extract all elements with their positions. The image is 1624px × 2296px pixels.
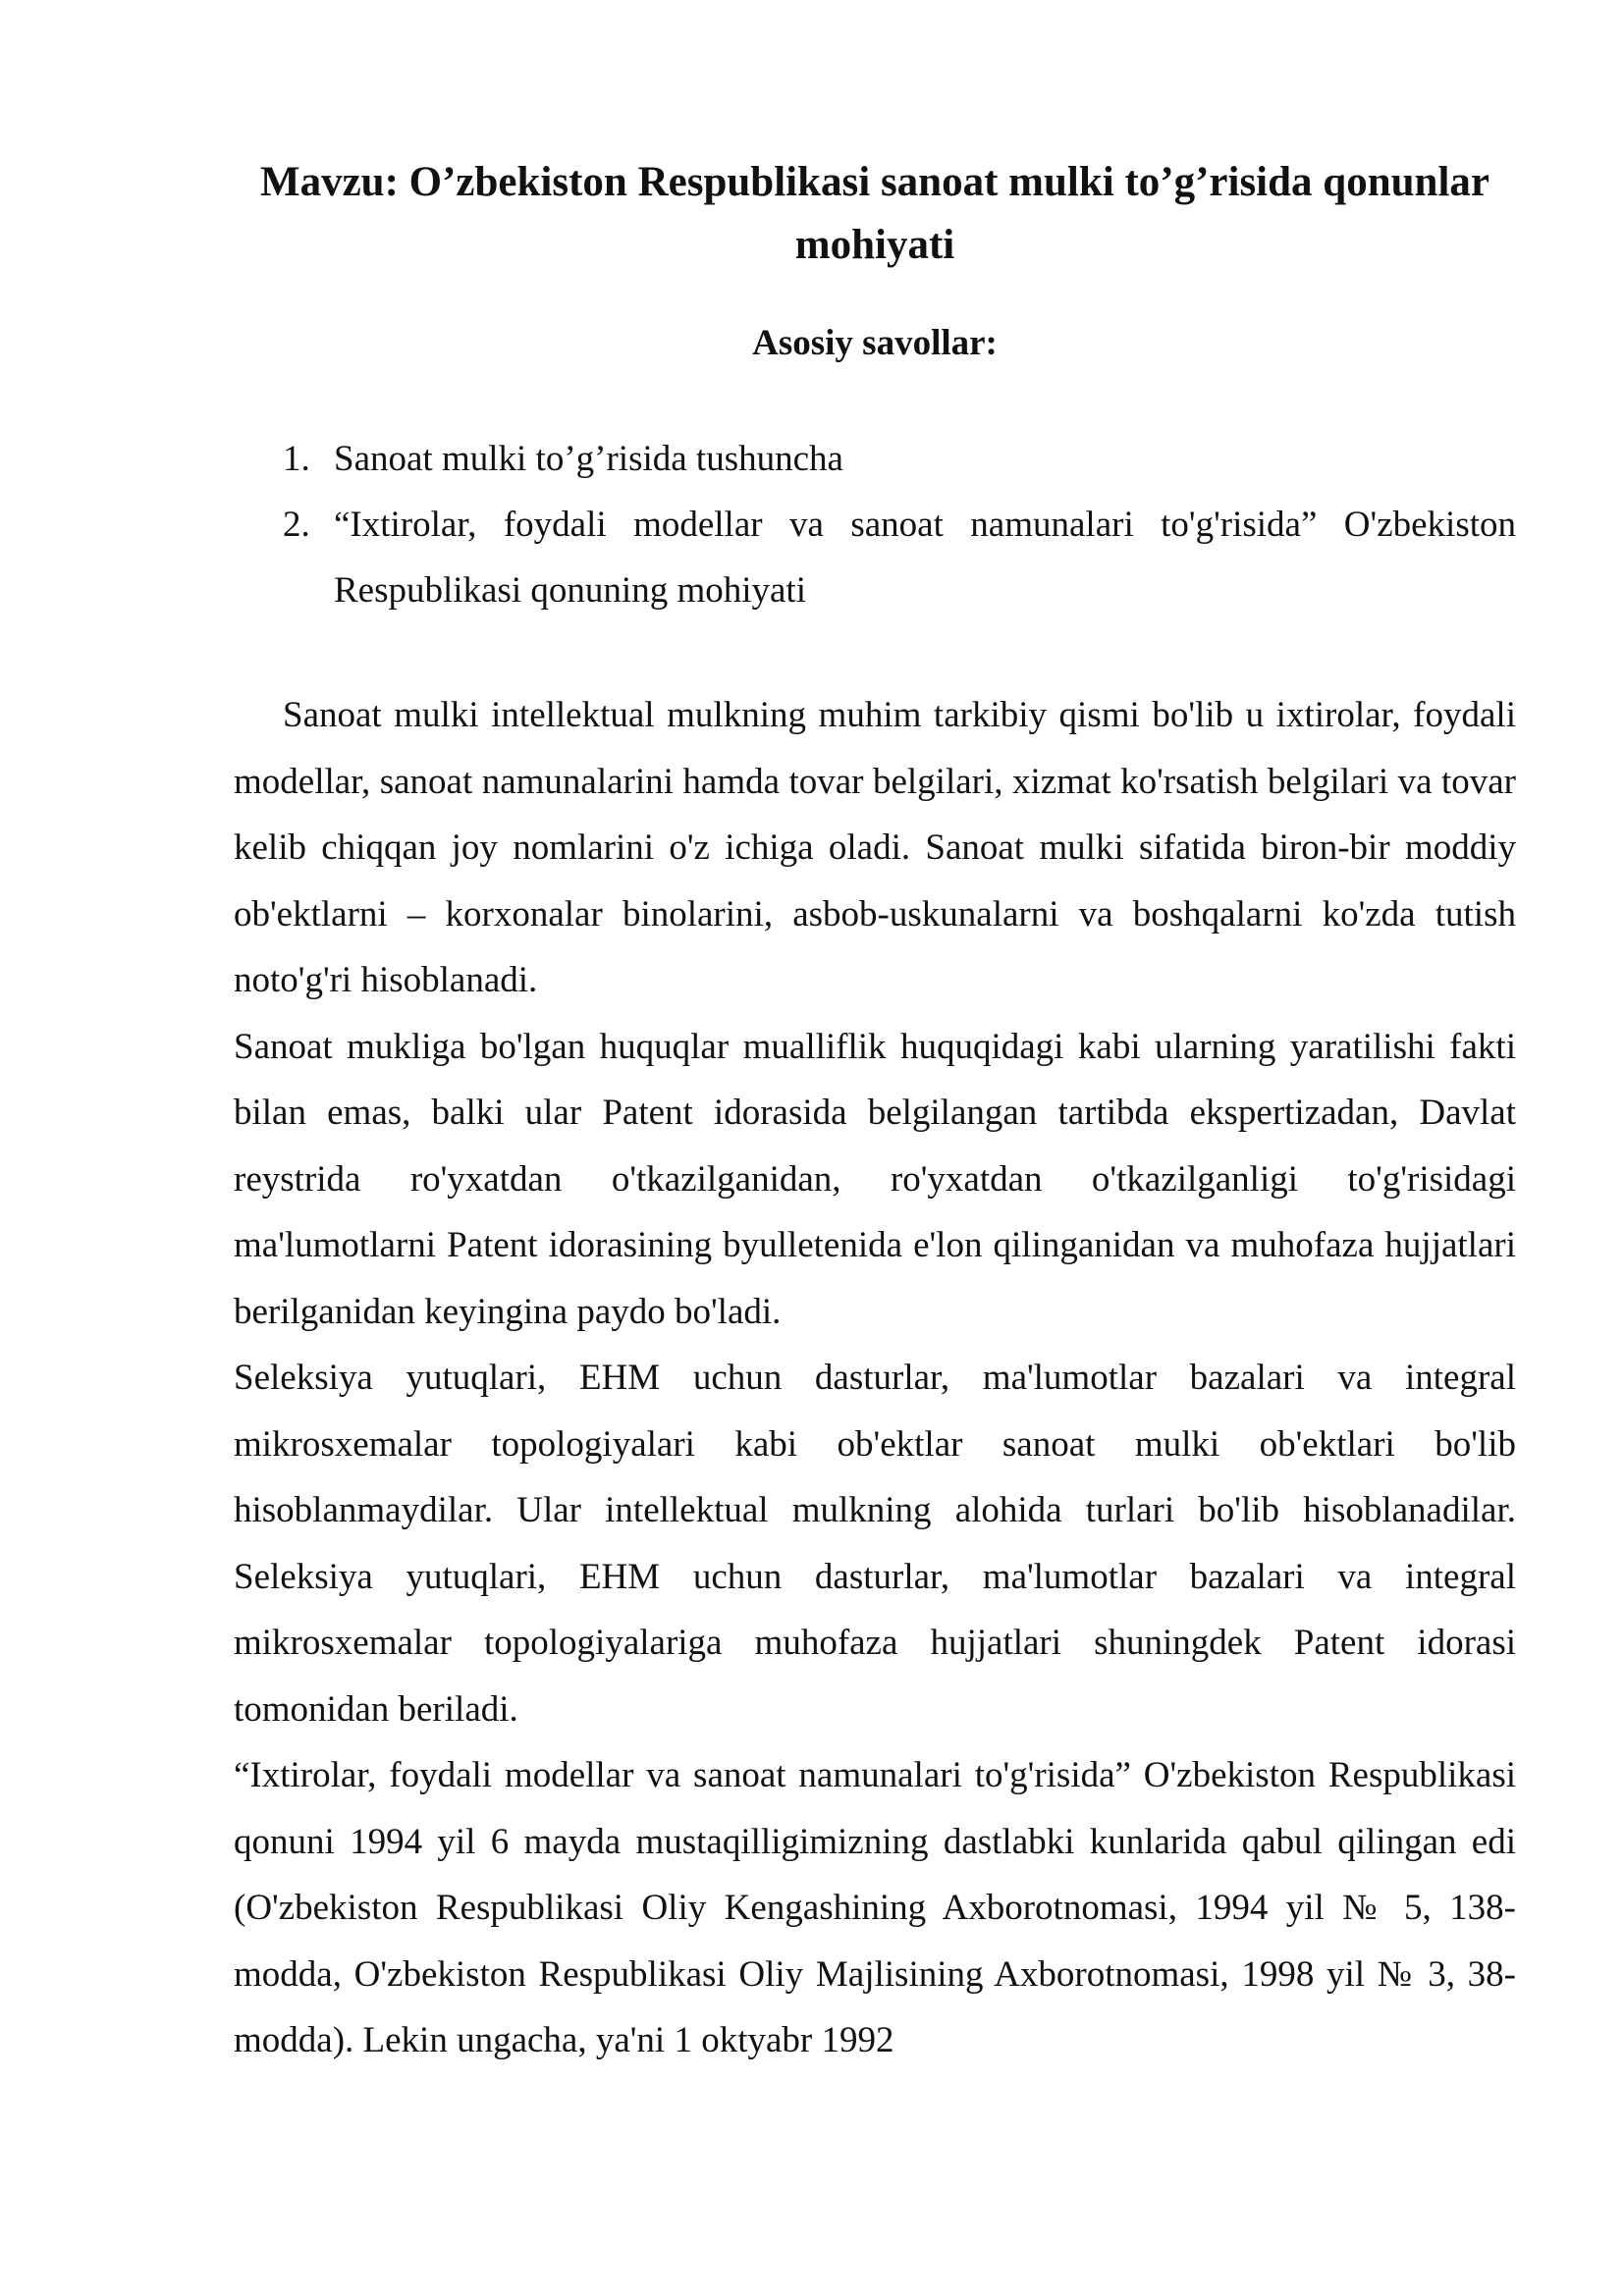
document-title: Mavzu: O’zbekiston Respublikasi sanoat mulki to’g’risida qonunlar mohiyati [260, 159, 1489, 268]
question-item [283, 492, 1516, 623]
body-text [234, 682, 1516, 2074]
document-page [234, 147, 1516, 2074]
paragraph: Seleksiya yutuqlari, EHM uchun dasturlar, ma'lumotlar bazalari va integral mikrosxemalar topologiyalari kabi ob'ektlar sanoat mulki ob'ektlari bo'lib hisoblanmaydilar. Ular intellektual mulkning alohida turlari bo'lib hisoblanadilar. Seleksiya yutuqlari, EHM uchun dasturlar, ma'lumotlar bazalari va integral mikrosxemalar topologiyalariga muhofaza hujjatlari shuningdek Patent idorasi tomonidan beriladi. [234, 1358, 1516, 1730]
question-text: Sanoat mulki to’g’risida tushuncha [334, 439, 843, 479]
questions-heading: Asosiy savollar: [752, 323, 998, 363]
question-text: “Ixtirolar, foydali modellar va sanoat namunalari to'g'risida” O'zbekiston Respublikasi qonuning mohiyati [334, 505, 1516, 611]
questions-list [234, 426, 1516, 623]
paragraph: “Ixtirolar, foydali modellar va sanoat namunalari to'g'risida” O'zbekiston Respublikasi qonuni 1994 yil 6 mayda mustaqilligimizning dastlabki kunlarida qabul qilingan edi (O'zbekiston Respublikasi Oliy Kengashining Axborotnomasi, 1994 yil № 5, 138-modda, O'zbekiston Respublikasi Oliy Majlisining Axborotnomasi, 1998 yil № 3, 38-modda). Lekin ungacha, ya'ni 1 oktyabr 1992 [234, 1755, 1516, 2060]
question-number: 2. [283, 505, 310, 545]
question-number: 1. [283, 439, 310, 479]
paragraph: Sanoat mulki intellektual mulkning muhim tarkibiy qismi bo'lib u ixtirolar, foydali modellar, sanoat namunalarini hamda tovar belgilari, xizmat ko'rsatish belgilari va tovar kelib chiqqan joy nomlarini o'z ichiga oladi. Sanoat mulki sifatida biron-bir moddiy ob'ektlarni – korxonalar binolarini, asbob-uskunalarni va boshqalarni ko'zda tutish noto'g'ri hisoblanadi. [234, 695, 1516, 1000]
paragraph: Sanoat mukliga bo'lgan huquqlar mualliflik huquqidagi kabi ularning yaratilishi fakti bilan emas, balki ular Patent idorasida belgilangan tartibda ekspertizadan, Davlat reystrida ro'yxatdan o'tkazilganidan, ro'yxatdan o'tkazilganligi to'g'risidagi ma'lumotlarni Patent idorasining byulletenida e'lon qilinganidan va muhofaza hujjatlari berilganidan keyingina paydo bo'ladi. [234, 1026, 1516, 1332]
question-item [283, 426, 1516, 492]
